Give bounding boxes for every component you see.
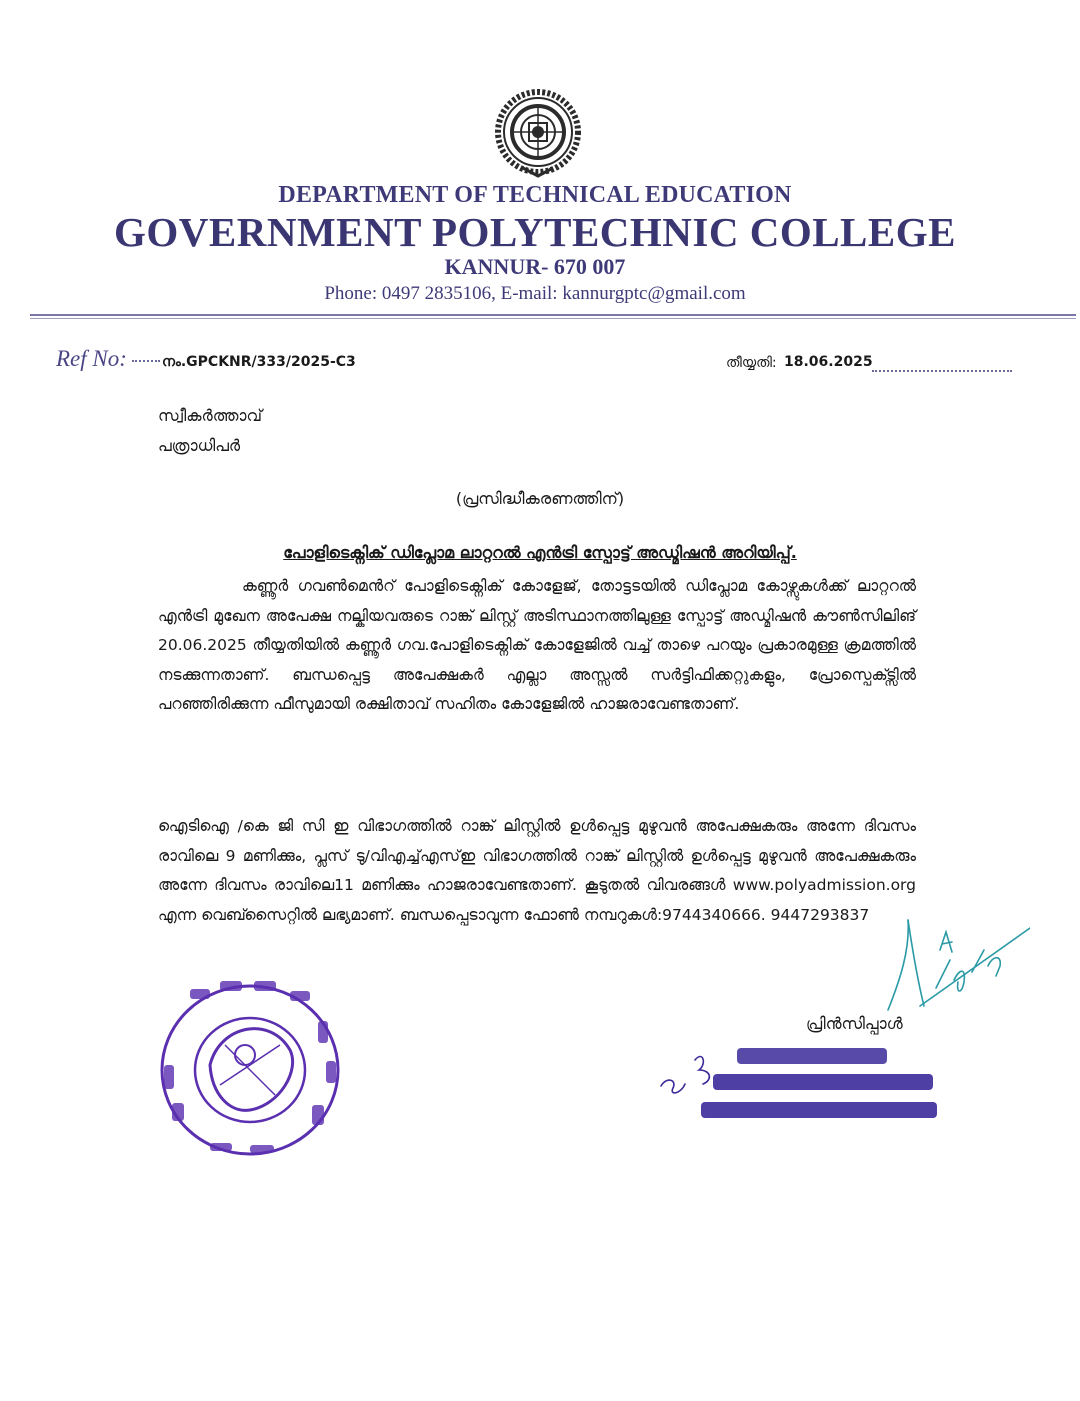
date-dotted-line	[872, 370, 1012, 372]
publication-note: (പ്രസിദ്ധീകരണത്തിന്)	[455, 489, 625, 508]
signatory-title: പ്രിൻസിപ്പാൾ	[806, 1014, 903, 1033]
college-office-seal	[150, 975, 350, 1165]
department-name: DEPARTMENT OF TECHNICAL EDUCATION	[278, 182, 792, 208]
body-paragraph-2: ഐടിഐ /കെ ജി സി ഇ വിഭാഗത്തിൽ റാങ്ക് ലിസ്റ്റിൽ ഉൾപ്പെട്ട മുഴുവൻ അപേക്ഷകരും അന്നേ ദിവസം രാവിലെ 9 മണിക്കും, പ്ലസ് ടു/വിഎച്ച്എസ്ഇ വിഭാഗത്തിൽ റാങ്ക് ലിസ്റ്റിൽ ഉൾപ്പെട്ട മുഴുവൻ അപേക്ഷകരും അന്നേ ദിവസം രാവിലെ11 മണിക്കും ഹാജരാവേണ്ടതാണ്. കൂടുതൽ വിവരങ്ങൾ www.polyadmission.org എന്ന വെബ്സൈറ്റിൽ ലഭ്യമാണ്. ബന്ധപ്പെടാവുന്ന ഫോൺ നമ്പറുകൾ:9744340666. 9447293837	[158, 817, 916, 924]
header-rule-thin	[30, 318, 1076, 319]
addressee-line-2: പത്രാധിപർ	[158, 436, 241, 455]
ref-dotted-line	[132, 360, 160, 362]
principal-stamp	[655, 1040, 940, 1130]
header-rule	[30, 314, 1076, 316]
ref-number: നം.GPCKNR/333/2025-C3	[162, 354, 356, 370]
notice-subject: പോളിടെക്നിക് ഡിപ്ലോമ ലാറ്ററൽ എൻട്രി സ്പോട്ട് അഡ്മിഷൻ അറിയിപ്പ്.	[283, 543, 797, 562]
date-value: 18.06.2025	[784, 354, 873, 370]
handwritten-signature	[880, 910, 1030, 1020]
college-address: KANNUR- 670 007	[444, 254, 626, 279]
college-name: GOVERNMENT POLYTECHNIC COLLEGE	[114, 209, 956, 255]
addressee-line-1: സ്വീകർത്താവ്	[158, 406, 262, 425]
body-paragraph-1: കണ്ണൂർ ഗവൺമെൻറ് പോളിടെക്നിക് കോളേജ്, തോട്ടടയിൽ ഡിപ്ലോമ കോഴ്സുകൾക്ക് ലാറ്ററൽ എൻട്രി മുഖേന അപേക്ഷ നല്കിയവരുടെ റാങ്ക് ലിസ്റ്റ് അടിസ്ഥാനത്തിലുള്ള സ്പോട്ട് അഡ്മിഷൻ കൗൺസിലിങ് 20.06.2025 തീയ്യതിയിൽ കണ്ണൂർ ഗവ.പോളിടെക്നിക് കോളേജിൽ വച്ച് താഴെ പറയും പ്രകാരമുള്ള ക്രമത്തിൽ നടക്കുന്നതാണ്. ബന്ധപ്പെട്ട അപേക്ഷകർ എല്ലാ അസ്സൽ സർട്ടിഫിക്കറ്റുകളും, പ്രോസ്പെക്ട്സിൽ പറഞ്ഞിരിക്കുന്ന ഫീസുമായി രക്ഷിതാവ് സഹിതം കോളേജിൽ ഹാജരാവേണ്ടതാണ്.	[158, 577, 916, 714]
date-label: തീയ്യതി:	[726, 355, 777, 371]
ref-label: Ref No:	[56, 346, 127, 371]
college-emblem	[493, 86, 583, 178]
contact-line: Phone: 0497 2835106, E-mail: kannurgptc@gmail.com	[324, 283, 746, 304]
